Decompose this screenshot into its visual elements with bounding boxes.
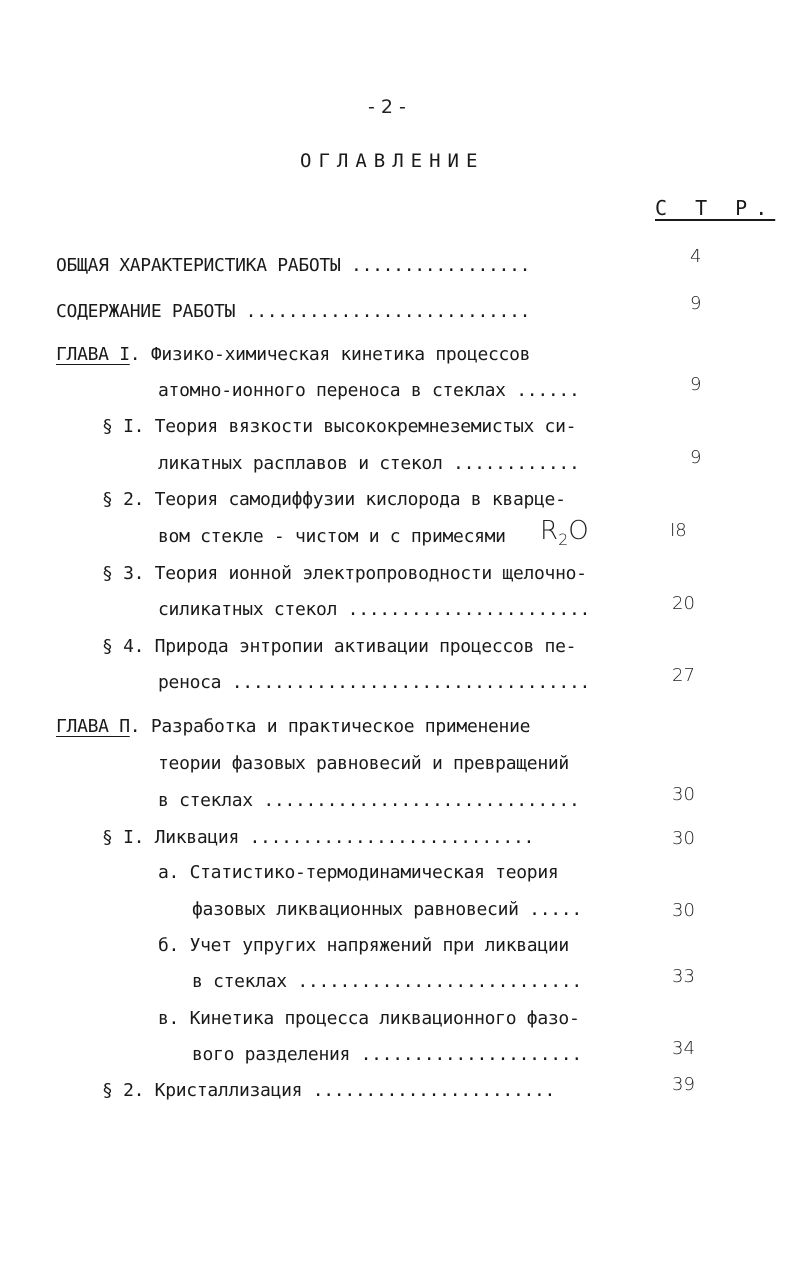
chapter-2-heading — [56, 716, 530, 738]
subsection-2-1-b-cont: в стеклах ........................... — [192, 971, 582, 992]
section-1-4-cont: реноса .................................. — [158, 672, 591, 693]
section-2-2: § 2. Кристаллизация ....................... — [102, 1080, 556, 1101]
page-ref: 34 — [672, 1038, 695, 1059]
page-number: - 2 - — [368, 96, 406, 118]
subsection-2-1-c-cont: вого разделения ..................... — [192, 1044, 582, 1065]
toc-entry-contents: СОДЕРЖАНИЕ РАБОТЫ ........................... — [56, 301, 531, 322]
chapter-1-title-cont: атомно-ионного переноса в стеклах ...... — [158, 380, 580, 401]
chapter-2-title-cont2: в стеклах .............................. — [158, 790, 580, 811]
subsection-2-1-b: б. Учет упругих напряжений при ликвации — [158, 935, 569, 956]
section-2-1: § I. Ликвация ........................... — [102, 827, 535, 848]
subsection-2-1-a-cont: фазовых ликвационных равновесий ..... — [192, 899, 582, 920]
page-ref: 33 — [672, 966, 695, 987]
page-ref: 30 — [672, 900, 695, 921]
chapter-2-label: ГЛАВА П — [56, 716, 130, 737]
page-ref: 4 — [690, 246, 702, 267]
page-title: ОГЛАВЛЕНИЕ — [300, 150, 485, 172]
page-ref: 30 — [672, 828, 695, 849]
page-ref: 39 — [672, 1074, 695, 1095]
chapter-2-title-cont: теории фазовых равновесий и превращений — [158, 753, 569, 774]
section-1-2: § 2. Теория самодиффузии кислорода в кварце- — [102, 489, 566, 510]
subsection-2-1-c: в. Кинетика процесса ликвационного фазо- — [158, 1008, 580, 1029]
page-ref: 9 — [690, 374, 702, 395]
section-1-2-cont: вом стекле - чистом и с примесями — [158, 526, 506, 547]
section-1-1-cont: ликатных расплавов и стекол ............ — [158, 453, 580, 474]
section-1-3-cont: силикатных стекол ....................... — [158, 599, 591, 620]
page-column-header: С Т Р. — [655, 196, 776, 220]
chapter-1-heading — [56, 344, 530, 366]
page-ref: I8 — [670, 520, 687, 541]
toc-entry-general: ОБЩАЯ ХАРАКТЕРИСТИКА РАБОТЫ ................. — [56, 255, 531, 276]
section-1-4: § 4. Природа энтропии активации процессов пе- — [102, 636, 577, 657]
page-ref: 9 — [690, 447, 702, 468]
handwritten-formula: $R_2O$ — [540, 516, 589, 550]
page-ref: 27 — [672, 665, 695, 686]
subsection-2-1-a: а. Статистико-термодинамическая теория — [158, 862, 559, 883]
page-ref: 9 — [690, 293, 702, 314]
section-1-3: § 3. Теория ионной электропроводности щелочно- — [102, 563, 587, 584]
section-1-1: § I. Теория вязкости высококремнеземистых си- — [102, 416, 577, 437]
chapter-1-label: ГЛАВА I — [56, 344, 130, 365]
page-ref: 30 — [672, 784, 695, 805]
chapter-2-title: . Разработка и практическое применение — [129, 716, 531, 737]
page-ref: 20 — [672, 593, 695, 614]
chapter-1-title: . Физико-химическая кинетика процессов — [129, 344, 531, 365]
